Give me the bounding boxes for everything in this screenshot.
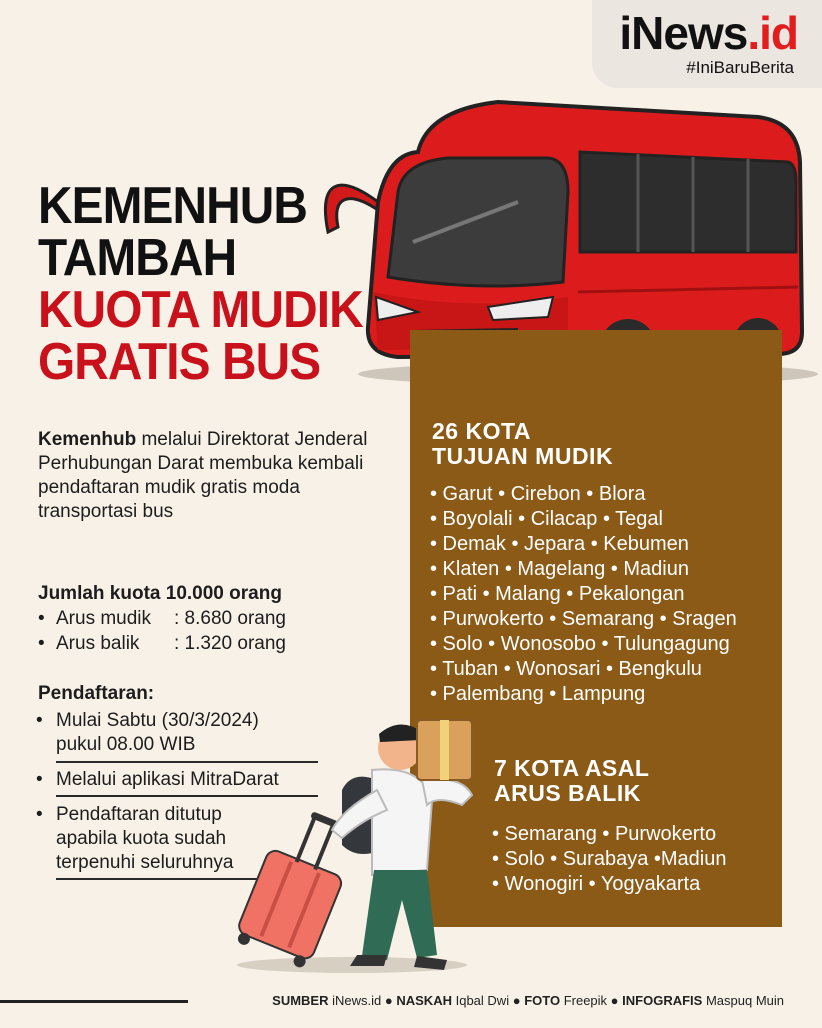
kuota-item: • Arus balik : 1.320 orang — [38, 633, 286, 654]
city-line: • Garut • Cirebon • Blora — [430, 483, 646, 505]
tujuan-heading: 26 KOTA TUJUAN MUDIK — [432, 418, 614, 469]
city-line: • Purwokerto • Semarang • Sragen — [430, 608, 737, 630]
city-line: • Wonogiri • Yogyakarta — [492, 873, 701, 895]
page-title — [38, 177, 363, 391]
kuota-heading: Jumlah kuota 10.000 orang — [38, 583, 282, 604]
brand-logo: iNews.id — [619, 7, 798, 59]
traveler-illustration — [222, 710, 492, 980]
title-line-2: TAMBAH — [38, 229, 237, 287]
title-line-4: GRATIS BUS — [38, 333, 321, 391]
city-line: • Demak • Jepara • Kebumen — [430, 533, 689, 555]
pendaftaran-heading: Pendaftaran: — [38, 683, 155, 704]
intro-bold: Kemenhub — [38, 429, 137, 450]
city-line: • Solo • Wonosobo • Tulungagung — [430, 633, 730, 655]
city-line: • Palembang • Lampung — [430, 683, 646, 705]
city-line: • Pati • Malang • Pekalongan — [430, 583, 685, 605]
city-line: • Boyolali • Cilacap • Tegal — [430, 508, 663, 530]
asal-heading: 7 KOTA ASAL ARUS BALIK — [494, 755, 650, 806]
credits-footer: SUMBER iNews.id ● NASKAH Iqbal Dwi ● FOTO Freepik ● INFOGRAFIS Maspuq Muin — [272, 993, 784, 1008]
city-line: • Tuban • Wonosari • Bengkulu — [430, 658, 702, 680]
intro-text: melalui Direktorat Jenderal Perhubungan Darat membuka kembali pendaftaran mudik gratis moda transportasi bus — [38, 429, 368, 522]
city-line: • Klaten • Magelang • Madiun — [430, 558, 689, 580]
title-line-3: KUOTA MUDIK — [38, 281, 363, 339]
kuota-item: • Arus mudik : 8.680 orang — [38, 608, 286, 629]
city-line: • Semarang • Purwokerto — [492, 823, 717, 845]
intro-paragraph — [38, 428, 398, 524]
footer-rule — [0, 1000, 188, 1003]
city-line: • Solo • Surabaya •Madiun — [492, 848, 727, 870]
brand-tagline: #IniBaruBerita — [686, 58, 794, 77]
title-line-1: KEMENHUB — [38, 177, 308, 235]
